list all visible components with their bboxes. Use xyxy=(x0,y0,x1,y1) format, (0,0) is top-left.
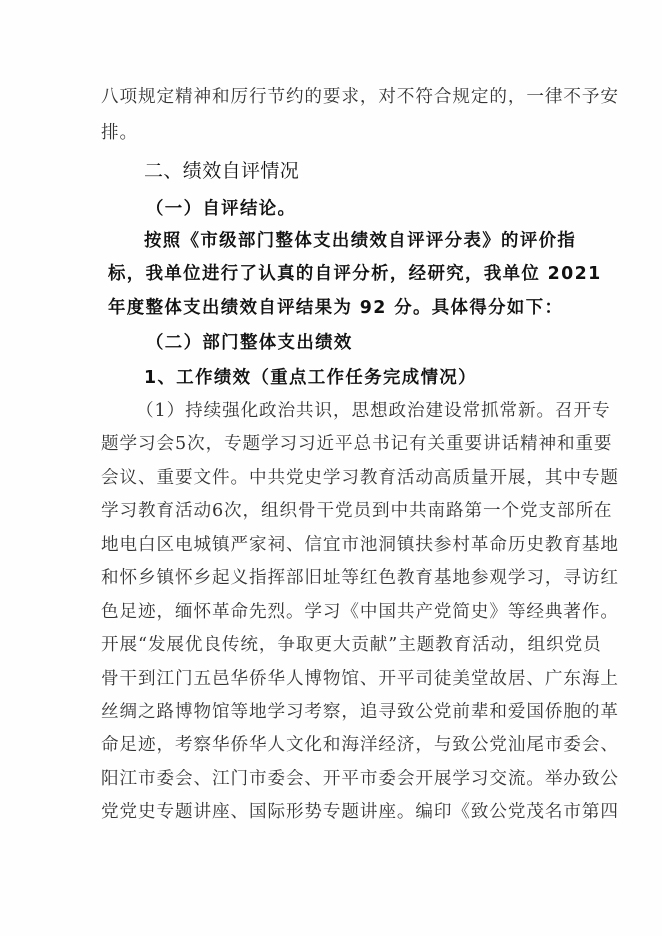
subsection-heading: （一）自评结论。 xyxy=(146,199,297,219)
paragraph-line: 按照《市级部门整体支出绩效自评评分表》的评价指 xyxy=(144,231,577,251)
paragraph-line: 地电白区电城镇严家祠、信宜市池洞镇扶参村革命历史教育基地 xyxy=(101,535,619,555)
item-heading: 1、工作绩效（重点工作任务完成情况） xyxy=(144,368,477,388)
paragraph-line: 题学习会5次，专题学习习近平总书记有关重要讲话精神和重要 xyxy=(101,434,613,454)
paragraph-line: 色足迹，缅怀革命先烈。学习《中国共产党简史》等经典著作。 xyxy=(101,602,619,622)
subsection-heading: （二）部门整体支出绩效 xyxy=(146,333,353,353)
paragraph-line: 开展“发展优良传统，争取更大贡献”主题教育活动，组织党员 xyxy=(101,635,602,655)
paragraph-line: 标，我单位进行了认真的自评分析，经研究，我单位 2021 xyxy=(108,264,602,284)
paragraph-line: 排。 xyxy=(101,123,138,143)
section-heading: 二、绩效自评情况 xyxy=(144,160,300,182)
paragraph-line: 年度整体支出绩效自评结果为 92 分。具体得分如下： xyxy=(108,298,564,318)
paragraph-line: 骨干到江门五邑华侨华人博物馆、开平司徒美堂故居、广东海上 xyxy=(101,669,619,689)
paragraph-line: 党党史专题讲座、国际形势专题讲座。编印《致公党茂名市第四 xyxy=(101,802,619,822)
paragraph-line: （1）持续强化政治共识，思想政治建设常抓常新。召开专 xyxy=(136,401,611,421)
paragraph-line: 学习教育活动6次，组织骨干党员到中共南路第一个党支部所在 xyxy=(101,501,613,521)
paragraph-line: 八项规定精神和厉行节约的要求，对不符合规定的，一律不予安 xyxy=(101,87,619,107)
paragraph-line: 丝绸之路博物馆等地学习考察，追寻致公党前辈和爱国侨胞的革 xyxy=(101,702,619,722)
paragraph-line: 阳江市委会、江门市委会、开平市委会开展学习交流。举办致公 xyxy=(101,769,619,789)
paragraph-line: 和怀乡镇怀乡起义指挥部旧址等红色教育基地参观学习，寻访红 xyxy=(101,568,619,588)
paragraph-line: 命足迹，考察华侨华人文化和海洋经济，与致公党汕尾市委会、 xyxy=(101,735,619,755)
paragraph-line: 会议、重要文件。中共党史学习教育活动高质量开展，其中专题 xyxy=(101,468,619,488)
